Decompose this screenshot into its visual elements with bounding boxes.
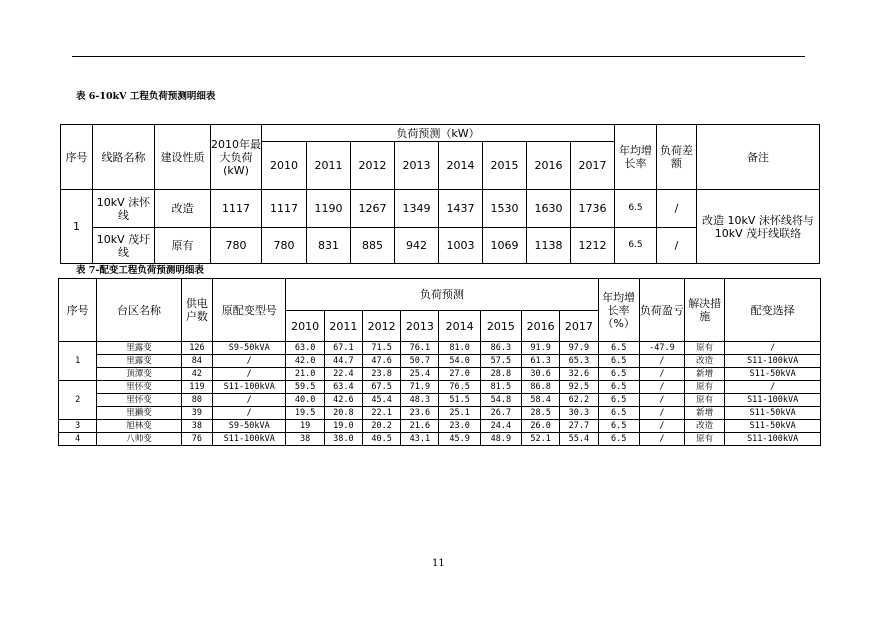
header-year: 2010 xyxy=(286,311,324,342)
value-cell: 50.7 xyxy=(401,355,439,368)
users-cell: 80 xyxy=(181,394,212,407)
table-row xyxy=(59,381,821,394)
choice-cell: S11-50kVA xyxy=(725,420,821,433)
header-year: 2010 xyxy=(262,142,307,190)
value-cell: 25.4 xyxy=(401,368,439,381)
station-name-cell: 里怀变 xyxy=(97,394,182,407)
growth-cell: 6.5 xyxy=(598,394,639,407)
row-seq: 4 xyxy=(59,433,97,446)
users-cell: 39 xyxy=(181,407,212,420)
value-cell: 42.6 xyxy=(324,394,362,407)
table-row xyxy=(61,190,820,228)
value-cell: 44.7 xyxy=(324,355,362,368)
orig-type-cell: / xyxy=(213,407,286,420)
solution-cell: 原有 xyxy=(685,342,725,355)
value-cell: 38 xyxy=(286,433,324,446)
value-cell: 23.8 xyxy=(362,368,400,381)
users-cell: 84 xyxy=(181,355,212,368)
value-cell: 67.1 xyxy=(324,342,362,355)
header-orig-type: 原配变型号 xyxy=(213,279,286,342)
value-cell: 45.9 xyxy=(439,433,480,446)
header-forecast: 负荷预测（kW） xyxy=(262,125,615,142)
value-cell: 19.0 xyxy=(324,420,362,433)
growth-cell: 6.5 xyxy=(598,420,639,433)
header-year: 2015 xyxy=(483,142,527,190)
line-load-forecast-table xyxy=(60,124,820,264)
value-cell: 780 xyxy=(262,228,307,264)
station-name-cell: 里怀变 xyxy=(97,381,182,394)
value-cell: 942 xyxy=(395,228,439,264)
page-number: 11 xyxy=(432,558,445,569)
growth-cell: 6.5 xyxy=(598,355,639,368)
header-choice: 配变选择 xyxy=(725,279,821,342)
remark-cell: 改造 10kV 沫怀线将与 10kV 茂圩线联络 xyxy=(697,190,820,264)
row-seq: 2 xyxy=(59,381,97,420)
value-cell: 63.4 xyxy=(324,381,362,394)
value-cell: 27.0 xyxy=(439,368,480,381)
value-cell: 81.5 xyxy=(480,381,521,394)
value-cell: 43.1 xyxy=(401,433,439,446)
table-row xyxy=(59,407,821,420)
line-name-cell: 10kV 茂圩线 xyxy=(93,228,155,264)
row-seq: 3 xyxy=(59,420,97,433)
solution-cell: 原有 xyxy=(685,381,725,394)
row-seq: 1 xyxy=(59,342,97,381)
value-cell: 831 xyxy=(307,228,351,264)
value-cell: 21.6 xyxy=(401,420,439,433)
header-year: 2014 xyxy=(439,311,480,342)
value-cell: 1212 xyxy=(571,228,615,264)
value-cell: 22.1 xyxy=(362,407,400,420)
value-cell: 1630 xyxy=(527,190,571,228)
choice-cell: / xyxy=(725,381,821,394)
max-load-cell: 1117 xyxy=(211,190,262,228)
value-cell: 24.4 xyxy=(480,420,521,433)
solution-cell: 新增 xyxy=(685,407,725,420)
solution-cell: 原有 xyxy=(685,433,725,446)
surplus-cell: / xyxy=(639,407,684,420)
value-cell: 26.0 xyxy=(522,420,560,433)
header-seq: 序号 xyxy=(61,125,93,190)
value-cell: 38.0 xyxy=(324,433,362,446)
header-year: 2011 xyxy=(307,142,351,190)
header-year: 2013 xyxy=(395,142,439,190)
table-row xyxy=(59,433,821,446)
growth-cell: 6.5 xyxy=(598,342,639,355)
header-year: 2015 xyxy=(480,311,521,342)
value-cell: 30.6 xyxy=(522,368,560,381)
header-year: 2014 xyxy=(439,142,483,190)
value-cell: 25.1 xyxy=(439,407,480,420)
row-seq: 1 xyxy=(61,190,93,264)
value-cell: 30.3 xyxy=(560,407,598,420)
table-row xyxy=(59,420,821,433)
growth-cell: 6.5 xyxy=(615,228,657,264)
header-nature: 建设性质 xyxy=(155,125,211,190)
value-cell: 22.4 xyxy=(324,368,362,381)
orig-type-cell: S11-100kVA xyxy=(213,433,286,446)
value-cell: 59.5 xyxy=(286,381,324,394)
table-row xyxy=(59,394,821,407)
value-cell: 61.3 xyxy=(522,355,560,368)
solution-cell: 原有 xyxy=(685,394,725,407)
header-year: 2016 xyxy=(527,142,571,190)
surplus-cell: / xyxy=(639,420,684,433)
value-cell: 52.1 xyxy=(522,433,560,446)
value-cell: 62.2 xyxy=(560,394,598,407)
value-cell: 76.5 xyxy=(439,381,480,394)
value-cell: 48.3 xyxy=(401,394,439,407)
value-cell: 1117 xyxy=(262,190,307,228)
value-cell: 1437 xyxy=(439,190,483,228)
station-name-cell: 八帅变 xyxy=(97,433,182,446)
value-cell: 21.0 xyxy=(286,368,324,381)
header-growth: 年均增长率（%） xyxy=(598,279,639,342)
value-cell: 71.9 xyxy=(401,381,439,394)
header-remark: 备注 xyxy=(697,125,820,190)
value-cell: 26.7 xyxy=(480,407,521,420)
nature-cell: 改造 xyxy=(155,190,211,228)
surplus-cell: / xyxy=(639,433,684,446)
solution-cell: 新增 xyxy=(685,368,725,381)
table1-caption: 表 6-10kV 工程负荷预测明细表 xyxy=(76,91,216,102)
header-year: 2017 xyxy=(571,142,615,190)
value-cell: 54.0 xyxy=(439,355,480,368)
value-cell: 1003 xyxy=(439,228,483,264)
value-cell: 1530 xyxy=(483,190,527,228)
users-cell: 119 xyxy=(181,381,212,394)
growth-cell: 6.5 xyxy=(598,407,639,420)
value-cell: 885 xyxy=(351,228,395,264)
value-cell: 63.0 xyxy=(286,342,324,355)
choice-cell: / xyxy=(725,342,821,355)
choice-cell: S11-50kVA xyxy=(725,368,821,381)
value-cell: 55.4 xyxy=(560,433,598,446)
table2-caption: 表 7-配变工程负荷预测明细表 xyxy=(76,265,204,276)
value-cell: 19.5 xyxy=(286,407,324,420)
header-users: 供电户数 xyxy=(181,279,212,342)
value-cell: 28.8 xyxy=(480,368,521,381)
header-station: 台区名称 xyxy=(97,279,182,342)
value-cell: 20.8 xyxy=(324,407,362,420)
value-cell: 54.8 xyxy=(480,394,521,407)
solution-cell: 改造 xyxy=(685,355,725,368)
value-cell: 51.5 xyxy=(439,394,480,407)
header-year: 2012 xyxy=(351,142,395,190)
value-cell: 76.1 xyxy=(401,342,439,355)
value-cell: 1190 xyxy=(307,190,351,228)
value-cell: 48.9 xyxy=(480,433,521,446)
value-cell: 40.5 xyxy=(362,433,400,446)
value-cell: 1736 xyxy=(571,190,615,228)
station-name-cell: 顶潭变 xyxy=(97,368,182,381)
surplus-cell: / xyxy=(639,368,684,381)
value-cell: 45.4 xyxy=(362,394,400,407)
choice-cell: S11-100kVA xyxy=(725,433,821,446)
value-cell: 67.5 xyxy=(362,381,400,394)
value-cell: 47.6 xyxy=(362,355,400,368)
orig-type-cell: S9-50kVA xyxy=(213,420,286,433)
growth-cell: 6.5 xyxy=(598,368,639,381)
value-cell: 86.8 xyxy=(522,381,560,394)
header-seq: 序号 xyxy=(59,279,97,342)
table-row xyxy=(59,368,821,381)
choice-cell: S11-50kVA xyxy=(725,407,821,420)
orig-type-cell: S11-100kVA xyxy=(213,381,286,394)
value-cell: 42.0 xyxy=(286,355,324,368)
solution-cell: 改造 xyxy=(685,420,725,433)
header-growth: 年均增长率 xyxy=(615,125,657,190)
value-cell: 57.5 xyxy=(480,355,521,368)
growth-cell: 6.5 xyxy=(598,433,639,446)
users-cell: 42 xyxy=(181,368,212,381)
header-forecast: 负荷预测 xyxy=(286,279,598,311)
value-cell: 91.9 xyxy=(522,342,560,355)
surplus-cell: / xyxy=(639,381,684,394)
users-cell: 38 xyxy=(181,420,212,433)
value-cell: 23.0 xyxy=(439,420,480,433)
header-year: 2012 xyxy=(362,311,400,342)
growth-cell: 6.5 xyxy=(598,381,639,394)
value-cell: 1267 xyxy=(351,190,395,228)
value-cell: 32.6 xyxy=(560,368,598,381)
surplus-cell: / xyxy=(639,355,684,368)
value-cell: 20.2 xyxy=(362,420,400,433)
max-load-cell: 780 xyxy=(211,228,262,264)
orig-type-cell: / xyxy=(213,394,286,407)
value-cell: 86.3 xyxy=(480,342,521,355)
users-cell: 76 xyxy=(181,433,212,446)
value-cell: 71.5 xyxy=(362,342,400,355)
transformer-load-forecast-table xyxy=(58,278,821,446)
header-solution: 解决措施 xyxy=(685,279,725,342)
choice-cell: S11-100kVA xyxy=(725,394,821,407)
choice-cell: S11-100kVA xyxy=(725,355,821,368)
station-name-cell: 里露变 xyxy=(97,342,182,355)
header-year: 2016 xyxy=(522,311,560,342)
value-cell: 1138 xyxy=(527,228,571,264)
value-cell: 97.9 xyxy=(560,342,598,355)
header-year: 2013 xyxy=(401,311,439,342)
value-cell: 23.6 xyxy=(401,407,439,420)
header-surplus: 负荷盈亏 xyxy=(639,279,684,342)
header-rule xyxy=(72,56,805,57)
value-cell: 92.5 xyxy=(560,381,598,394)
value-cell: 65.3 xyxy=(560,355,598,368)
gap-cell: / xyxy=(657,190,697,228)
station-name-cell: 里露变 xyxy=(97,355,182,368)
header-year: 2017 xyxy=(560,311,598,342)
value-cell: 81.0 xyxy=(439,342,480,355)
orig-type-cell: / xyxy=(213,368,286,381)
surplus-cell: -47.9 xyxy=(639,342,684,355)
value-cell: 27.7 xyxy=(560,420,598,433)
table-row xyxy=(59,342,821,355)
orig-type-cell: / xyxy=(213,355,286,368)
header-gap: 负荷差额 xyxy=(657,125,697,190)
nature-cell: 原有 xyxy=(155,228,211,264)
header-year: 2011 xyxy=(324,311,362,342)
value-cell: 28.5 xyxy=(522,407,560,420)
line-name-cell: 10kV 沫怀线 xyxy=(93,190,155,228)
header-max-load: 2010年最大负荷(kW) xyxy=(211,125,262,190)
growth-cell: 6.5 xyxy=(615,190,657,228)
value-cell: 19 xyxy=(286,420,324,433)
users-cell: 126 xyxy=(181,342,212,355)
value-cell: 58.4 xyxy=(522,394,560,407)
header-line-name: 线路名称 xyxy=(93,125,155,190)
value-cell: 1069 xyxy=(483,228,527,264)
gap-cell: / xyxy=(657,228,697,264)
value-cell: 1349 xyxy=(395,190,439,228)
table-row xyxy=(59,355,821,368)
station-name-cell: 里獭变 xyxy=(97,407,182,420)
value-cell: 40.0 xyxy=(286,394,324,407)
surplus-cell: / xyxy=(639,394,684,407)
station-name-cell: 旭林变 xyxy=(97,420,182,433)
orig-type-cell: S9-50kVA xyxy=(213,342,286,355)
